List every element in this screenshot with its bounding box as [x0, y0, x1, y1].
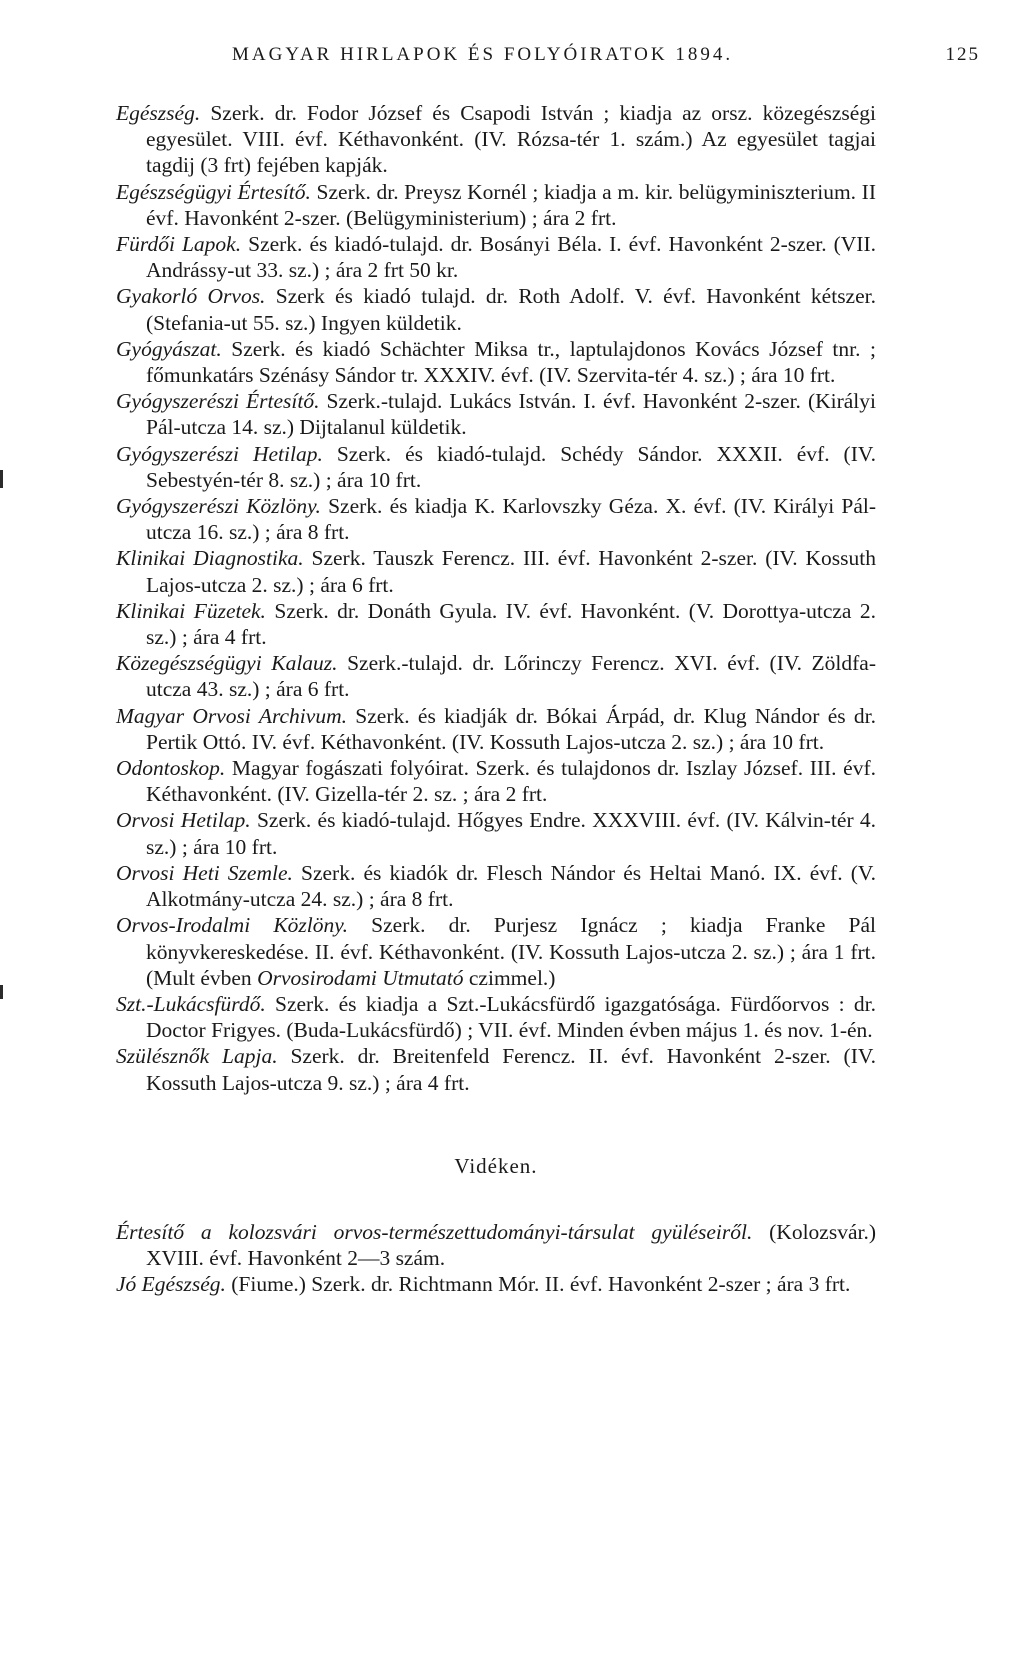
journal-details: Szerk. és kiadó-tulajd. Schédy Sándor. XXXII. évf. (IV. Sebestyén-tér 8. sz.) ; ára 10 frt.: [146, 441, 877, 492]
journal-title: Fürdői Lapok.: [116, 232, 242, 257]
journal-title: Gyógyszerészi Hetilap.: [116, 441, 323, 466]
journal-details: Szerk.-tulajd. Lukács István. I. évf. Havonként 2-szer. (Királyi Pál-utcza 14. sz.) Dijtalanul küldetik.: [146, 389, 877, 440]
journal-entry: [116, 703, 876, 755]
journal-title: Orvos-Irodalmi Közlöny.: [116, 913, 348, 938]
journal-title: Magyar Orvosi Archivum.: [116, 703, 347, 728]
journal-details: Szerk és kiadó tulajd. dr. Roth Adolf. V. évf. Havonként kétszer. (Stefania-ut 55. sz.) Ingyen küldetik.: [146, 284, 876, 335]
journal-details: Szerk. dr. Breitenfeld Ferencz. II. évf. Havonként 2-szer. (IV. Kossuth Lajos-utcza 9. sz.) ; ára 4 frt.: [146, 1044, 876, 1095]
section-heading: Vidéken.: [454, 1153, 538, 1178]
page-header: [232, 44, 980, 66]
journal-entry: [116, 283, 876, 335]
journal-entry: [116, 991, 876, 1043]
journal-title: Gyógyászat.: [116, 336, 222, 361]
journal-title: Klinikai Füzetek.: [116, 598, 266, 623]
journal-title: Közegészségügyi Kalauz.: [116, 651, 338, 676]
journal-entry: [116, 231, 876, 283]
journal-details: Szerk. dr. Fodor József és Csapodi István ; kiadja az orsz. közegészségi egyesület. VIII. évf. Kéthavonként. (IV. Rózsa-tér 1. szám.) Az egyesület tagjai tagdij (3 frt) fejében kapják.: [146, 101, 877, 178]
journal-title: Jó Egészség.: [116, 1272, 226, 1297]
journal-entry: [116, 100, 876, 179]
margin-mark: [0, 985, 3, 999]
former-title: Orvosirodami Utmutató: [257, 965, 464, 990]
journal-details: Szerk. és kiadó-tulajd. Hőgyes Endre. XXXVIII. évf. (IV. Kálvin-tér 4. sz.) ; ára 10 frt.: [146, 808, 876, 859]
journal-details: Szerk. és kiadó-tulajd. dr. Bosányi Béla. I. évf. Havonként 2-szer. (VII. Andrássy-ut 33. sz.) ; ára 2 frt 50 kr.: [146, 232, 876, 283]
journal-title: Egészség.: [116, 101, 201, 125]
journal-details: (Kolozsvár.) XVIII. évf. Havonként 2—3 szám.: [146, 1219, 877, 1270]
journal-title: Klinikai Diagnostika.: [116, 546, 304, 571]
running-title: MAGYAR HIRLAPOK ÉS FOLYÓIRATOK 1894.: [232, 44, 734, 65]
journal-title: Szülésznők Lapja.: [116, 1044, 278, 1069]
journal-entry: [116, 545, 876, 597]
journal-entry: [116, 1043, 876, 1095]
journal-entry: [116, 493, 876, 545]
journal-details: Szerk. és kiadják dr. Bókai Árpád, dr. Klug Nándor és dr. Pertik Ottó. IV. évf. Kéthavonként. (IV. Kossuth Lajos-utcza 2. sz.) ; ára 10 frt.: [146, 703, 877, 754]
journal-title: Odontoskop.: [116, 756, 226, 781]
journal-entry: [116, 1271, 876, 1297]
journal-entry: [116, 179, 876, 231]
journal-details: Szerk. és kiadja a Szt.-Lukácsfürdő igazgatósága. Fürdőorvos : dr. Doctor Frigyes. (Buda-Lukácsfürdő) ; VII. évf. Minden évben május 1. és nov. 1-én.: [146, 991, 877, 1043]
journal-entry: [116, 1219, 876, 1271]
journal-details: (Fiume.) Szerk. dr. Richtmann Mór. II. évf. Havonként 2-szer ; ára 3 frt.: [231, 1272, 851, 1297]
journal-details: Szerk. dr. Purjesz Ignácz ; kiadja Franke Pál könyvkereskedése. II. évf. Kéthavonként. (IV. Kossuth Lajos-utcza 2. sz.) ; ára 1 frt. (Mult évben: [146, 913, 877, 990]
journal-details: Szerk. és kiadók dr. Flesch Nándor és Heltai Manó. IX. évf. (V. Alkotmány-utcza 24. sz.) ; ára 8 frt.: [146, 860, 876, 912]
journal-entry: [116, 860, 876, 912]
journal-entry: [116, 598, 876, 650]
margin-mark: [0, 470, 3, 488]
journal-title: Gyógyszerészi Értesítő.: [116, 389, 320, 414]
journal-details: Szerk.-tulajd. dr. Lőrinczy Ferencz. XVI. évf. (IV. Zöldfa-utcza 43. sz.) ; ára 6 frt.: [146, 651, 876, 702]
journal-entry: [116, 441, 876, 493]
journal-details-tail: czimmel.): [468, 965, 556, 990]
journal-entry: [116, 755, 876, 807]
journal-details: Szerk. dr. Preysz Kornél ; kiadja a m. kir. belügyminiszterium. II évf. Havonként 2-szer. (Belügyministerium) ; ára 2 frt.: [146, 179, 876, 230]
journal-entry: [116, 807, 876, 859]
journal-title: Értesítő a kolozsvári orvos-természettudományi-társulat gyüléseiről.: [116, 1219, 753, 1244]
journal-title: Szt.-Lukácsfürdő.: [116, 991, 266, 1016]
journal-details: Szerk. és kiadó Schächter Miksa tr., laptulajdonos Kovács József tnr. ; főmunkatárs Szénásy Sándor tr. XXXIV. évf. (IV. Szervita-tér 4. sz.) ; ára 10 frt.: [146, 336, 877, 388]
journal-title: Egészségügyi Értesítő.: [116, 179, 311, 204]
journal-title: Gyakorló Orvos.: [116, 284, 266, 309]
journal-entry: [116, 388, 876, 440]
journal-title: Orvosi Heti Szemle.: [116, 860, 293, 885]
journal-entry: [116, 336, 876, 388]
page-number: 125: [945, 44, 980, 65]
journal-details: Szerk. Tauszk Ferencz. III. évf. Havonként 2-szer. (IV. Kossuth Lajos-utcza 2. sz.) ; ára 6 frt.: [146, 546, 876, 597]
journal-entry: [116, 650, 876, 702]
journal-list: [116, 100, 876, 1297]
journal-entry: [116, 912, 876, 991]
journal-details: Szerk. és kiadja K. Karlovszky Géza. X. évf. (IV. Királyi Pál-utcza 16. sz.) ; ára 8 frt.: [146, 494, 876, 545]
journal-details: Magyar fogászati folyóirat. Szerk. és tulajdonos dr. Iszlay József. III. évf. Kéthavonként. (IV. Gizella-tér 2. sz. ; ára 2 frt.: [146, 756, 876, 807]
journal-title: Orvosi Hetilap.: [116, 808, 251, 833]
journal-title: Gyógyszerészi Közlöny.: [116, 494, 321, 519]
journal-details: Szerk. dr. Donáth Gyula. IV. évf. Havonként. (V. Dorottya-utcza 2. sz.) ; ára 4 frt.: [146, 598, 877, 650]
